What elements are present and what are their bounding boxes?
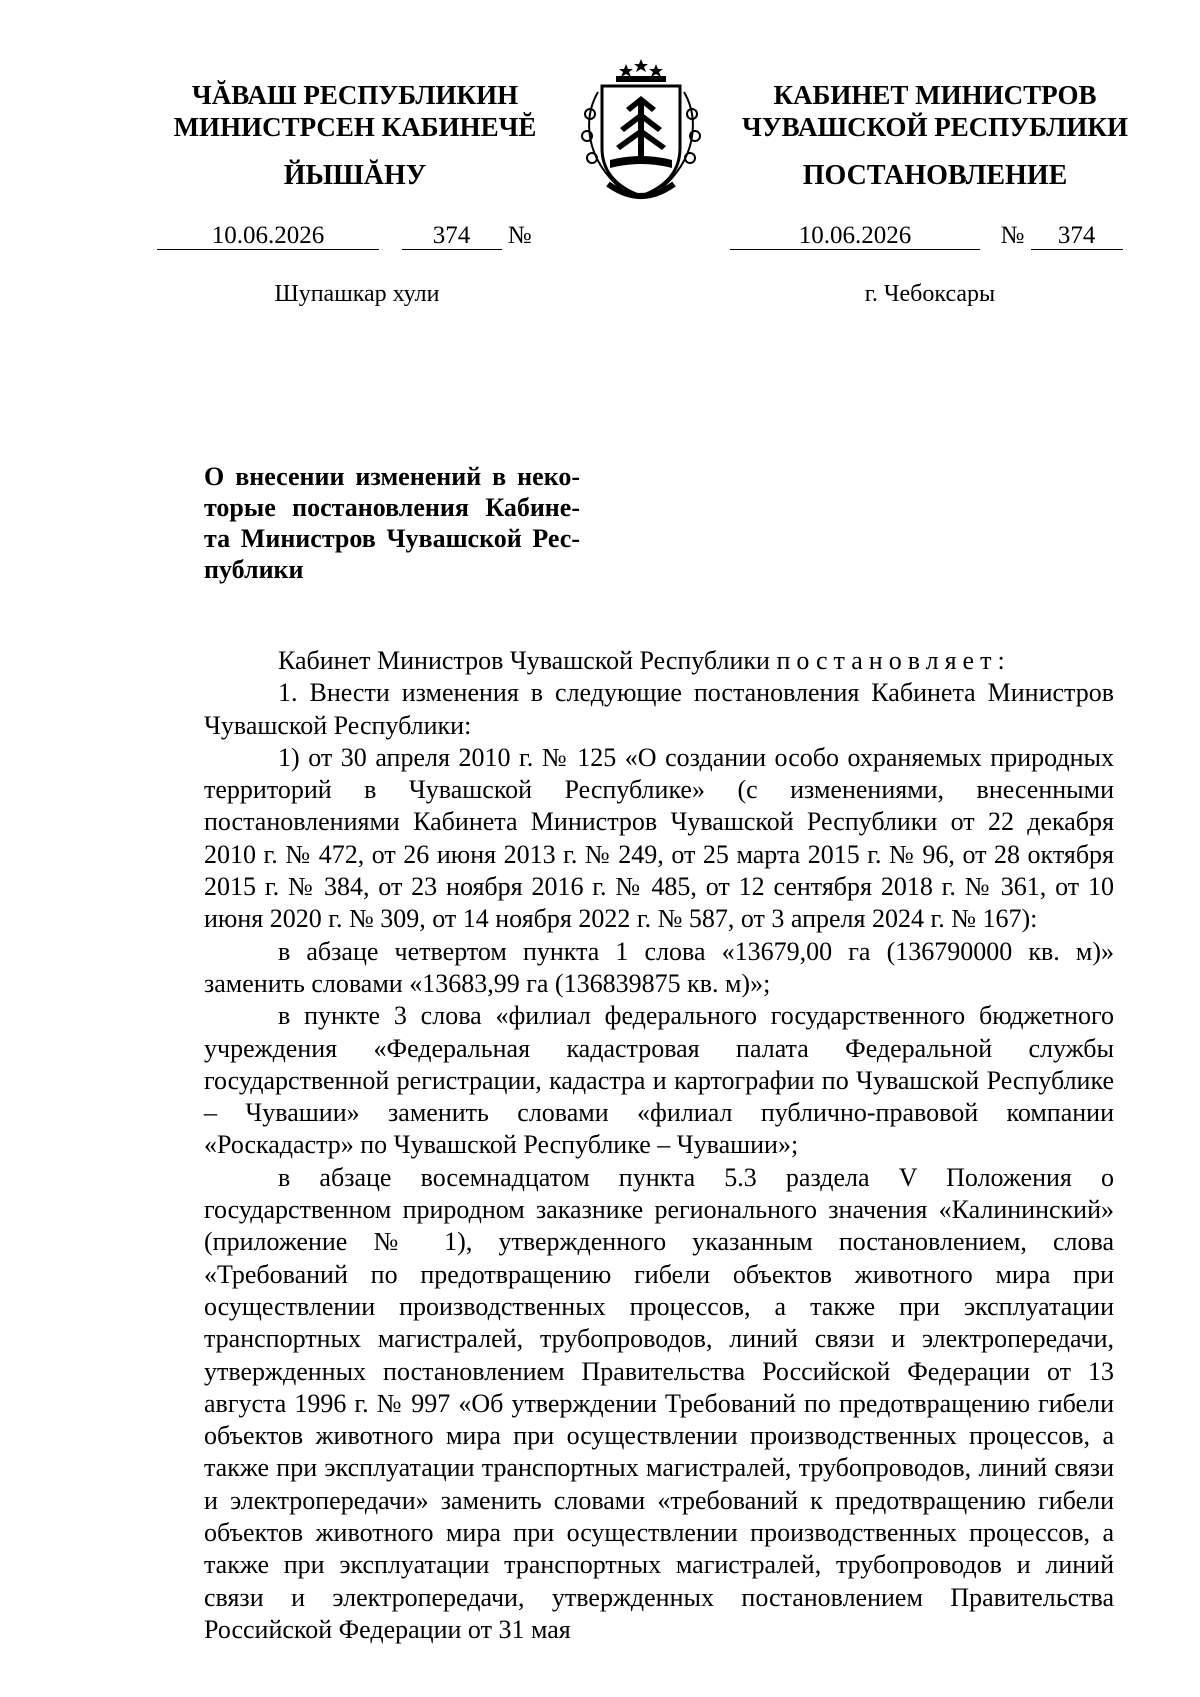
header-left-line1: ЧĂВАШ РЕСПУБЛИКИН [191, 80, 519, 110]
registration-line-left [157, 222, 557, 250]
left-date: 10.06.2026 [157, 223, 379, 250]
header-right-doc-kind: ПОСТАНОВЛЕНИЕ [802, 160, 1068, 191]
title-line-1: О внесении изменений в неко- [204, 462, 580, 491]
left-number: 374 [402, 223, 502, 250]
header-left-block [150, 79, 560, 143]
right-number: 374 [1031, 223, 1123, 250]
document-body [204, 645, 1114, 1646]
title-line-4: публики [204, 555, 304, 584]
right-date: 10.06.2026 [730, 223, 980, 250]
header-left-line2: МИНИСТРСЕН КАБИНЕЧĔ [173, 112, 537, 142]
right-number-sign: № [1000, 222, 1025, 249]
title-line-3: та Министров Чувашской Рес- [204, 524, 580, 553]
paragraph-5: в абзаце восемнадцатом пункта 5.3 раздела V Положения о государственном природном заказнике регионального значения «Калининский» (приложение № 1), утвержденного указанным постановлением, слова «Требований по предотвращению гибели объектов животного мира при осуществлении производственных процессов, а также при эксплуатации транспортных магистралей, трубопроводов, линий связи и электропередачи, утвержденных постановлением Правительства Российской Федерации от 13 августа 1996 г. № 997 «Об утверждении Требований по предотвращению гибели объектов животного мира при осуществлении производственных процессов, а также при эксплуатации транспортных магистралей, трубопроводов, линий связи и электропередачи» заменить словами «требований к предотвращению гибели объектов животного мира при осуществлении производственных процессов, а также при эксплуатации транспортных магистралей, трубопроводов и линий связи и электропередачи, утвержденных постановлением Правительства Российской Федерации от 31 мая [204, 1162, 1114, 1644]
header-right-line1: КАБИНЕТ МИНИСТРОВ [773, 80, 1097, 110]
header-right-block [720, 79, 1150, 143]
chuvash-coat-of-arms-emblem [570, 56, 712, 208]
paragraph-2: 1) от 30 апреля 2010 г. № 125 «О создании особо охраняемых природных территорий в Чувашской Республике» (с изменениями, внесенными постановлениями Кабинета Министров Чувашской Республики от 22 декабря 2010 г. № 472, от 26 июня 2013 г. № 249, от 25 марта 2015 г. № 96, от 28 октября 2015 г. № 384, от 23 ноября 2016 г. № 485, от 12 сентября 2018 г. № 361, от 10 июня 2020 г. № 309, от 14 ноября 2022 г. № 587, от 3 апреля 2024 г. № 167): [204, 742, 1114, 934]
right-city: г. Чебоксары [864, 281, 996, 307]
preamble-resolves: постановляет: [776, 646, 1011, 675]
left-city: Шупашкар хули [274, 281, 440, 307]
document-title [204, 461, 580, 585]
left-number-sign: № [507, 222, 532, 249]
preamble-text: Кабинет Министров Чувашской Республики [278, 646, 777, 675]
paragraph-1: 1. Внести изменения в следующие постановления Кабинета Министров Чувашской Республики: [204, 678, 1114, 740]
header-right-line2: ЧУВАШСКОЙ РЕСПУБЛИКИ [742, 112, 1128, 142]
title-line-2: торые постановления Кабине- [204, 493, 580, 522]
paragraph-3: в абзаце четвертом пункта 1 слова «13679,00 га (136790000 кв. м)» заменить словами «13683,99 га (136839875 кв. м)»; [204, 936, 1114, 998]
emblem-icon [570, 56, 712, 208]
paragraph-4: в пункте 3 слова «филиал федерального государственного бюджетного учреждения «Федеральная кадастровая палата Федеральной службы государственной регистрации, кадастра и картографии по Чувашской Республике – Чувашии» заменить словами «филиал публично-правовой компании «Роскадастр» по Чувашской Республике – Чувашии»; [204, 1001, 1114, 1160]
header-left-doc-kind: ЙЫШĂНУ [283, 160, 427, 191]
registration-line-right [730, 222, 1160, 250]
paragraph-preamble [204, 645, 1114, 677]
